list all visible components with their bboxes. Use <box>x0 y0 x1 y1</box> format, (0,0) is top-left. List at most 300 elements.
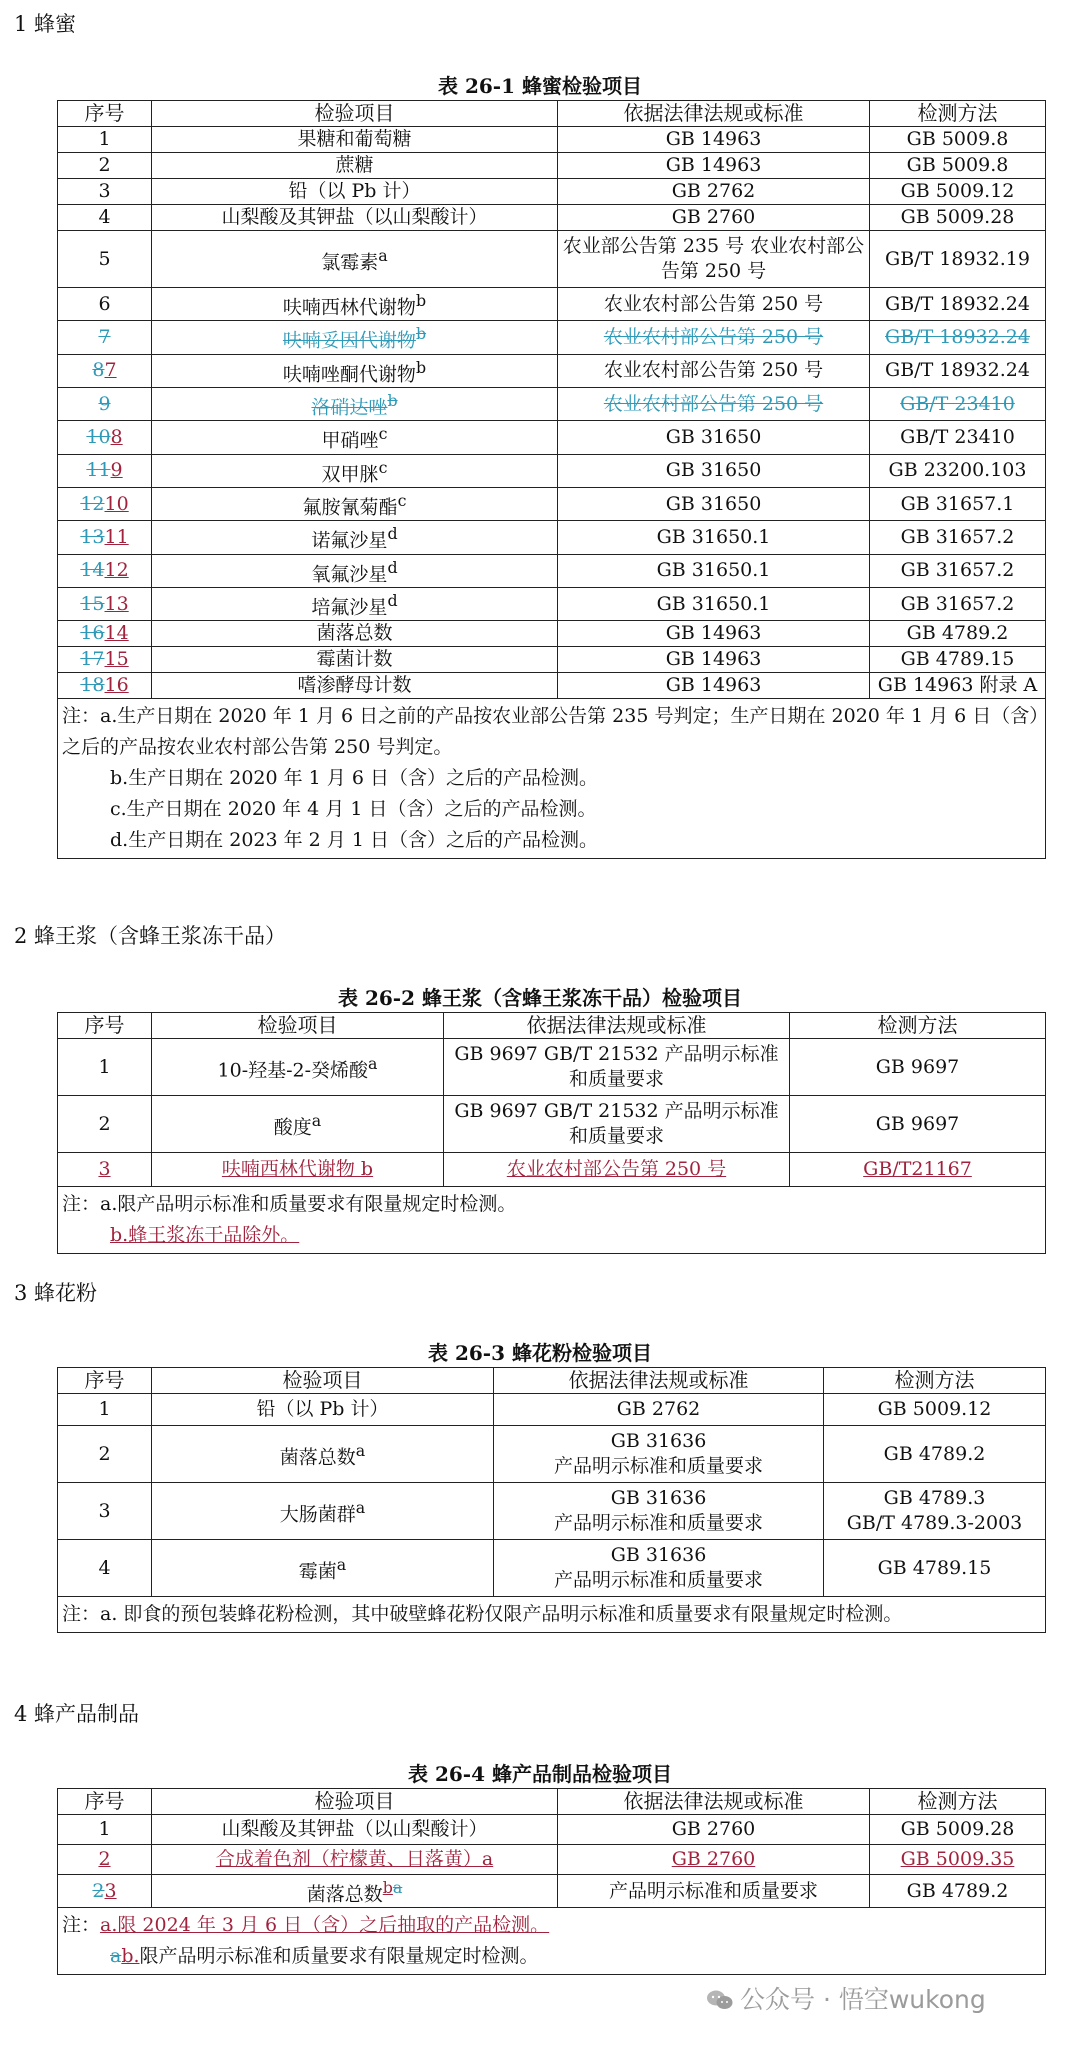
section-heading-bee-pollen: 3 蜂花粉 <box>14 1281 98 1305</box>
inserted-text: a.限 2024 年 3 月 6 日（含）之后抽取的产品检测。 <box>100 1914 550 1937</box>
table-row <box>58 1039 1046 1096</box>
method-cell <box>870 621 1046 647</box>
row-number-text: 2 <box>98 154 111 176</box>
row-number-text: 4 <box>98 206 111 228</box>
standard-text: 农业部公告第 235 号 农业农村部公告第 250 号 <box>562 235 865 282</box>
standard-text: GB 14963 <box>665 128 762 150</box>
deleted-text: 9 <box>98 392 111 415</box>
row-number: 2 <box>58 1426 152 1483</box>
item-cell <box>152 454 558 487</box>
item-text: 氧氟沙星 <box>311 562 388 585</box>
table-row <box>58 1875 1046 1908</box>
table-note <box>58 1908 1046 1975</box>
note-line <box>62 1220 1041 1251</box>
footnote-marker: a <box>311 1110 322 1130</box>
item-text: 嗜渗酵母计数 <box>297 674 412 697</box>
item-text: 10-羟基-2-癸烯酸 <box>217 1059 369 1082</box>
row-number <box>58 454 152 487</box>
item-text: 双甲脒 <box>321 462 379 485</box>
table-row <box>58 673 1046 699</box>
standard-cell <box>558 127 870 153</box>
method-cell: GB 5009.12 <box>824 1394 1046 1426</box>
inserted-text: 呋喃西林代谢物 b <box>221 1158 374 1180</box>
method-text: GB 31657.1 <box>900 492 1015 515</box>
standard-text: GB 31650 <box>665 459 762 482</box>
row-number <box>58 647 152 673</box>
table-row <box>58 354 1046 387</box>
method-text: GB 5009.12 <box>900 180 1015 202</box>
row-number <box>58 1845 152 1875</box>
standard-cell <box>558 621 870 647</box>
deleted-text: a <box>110 1945 122 1968</box>
row-number <box>58 127 152 153</box>
item-cell <box>152 1540 494 1597</box>
method-cell <box>870 354 1046 387</box>
inserted-text: 16 <box>104 674 129 697</box>
table-caption-26-2: 表 26-2 蜂王浆（含蜂王浆冻干品）检验项目 <box>338 986 742 1010</box>
item-cell <box>152 1875 558 1908</box>
footnote-marker: b <box>415 357 427 377</box>
method-text: GB 23200.103 <box>888 459 1027 482</box>
note-text: 限产品明示标准和质量要求有限量规定时检测。 <box>139 1945 539 1968</box>
method-text: GB 31657.2 <box>900 525 1015 548</box>
method-cell <box>870 1845 1046 1875</box>
table-row <box>58 647 1046 673</box>
table-row <box>58 1426 1046 1483</box>
table-26-4 <box>57 1788 1046 1975</box>
row-number <box>58 421 152 454</box>
method-text: GB 4789.15 <box>900 648 1015 671</box>
note-line <box>62 1941 1041 1972</box>
row-number <box>58 354 152 387</box>
table-row <box>58 1540 1046 1597</box>
table-row <box>58 487 1046 520</box>
method-cell <box>870 179 1046 205</box>
table-note <box>58 1187 1046 1254</box>
standard-cell <box>558 1845 870 1875</box>
standard-cell <box>558 673 870 699</box>
item-cell <box>152 621 558 647</box>
method-text: GB 5009.28 <box>900 206 1015 228</box>
watermark <box>706 1980 986 2016</box>
item-cell <box>152 421 558 454</box>
deleted-text: 2 <box>92 1879 105 1902</box>
inserted-text: 农业农村部公告第 250 号 <box>506 1158 727 1180</box>
standard-line: 产品明示标准和质量要求 <box>553 1512 763 1534</box>
table-row <box>58 421 1046 454</box>
deleted-text: 农业农村部公告第 250 号 <box>603 325 824 348</box>
method-cell <box>870 587 1046 620</box>
method-cell <box>870 153 1046 179</box>
header-cell: 检测方法 <box>790 1013 1046 1039</box>
standard-cell <box>558 321 870 354</box>
table-row-inserted <box>58 1153 1046 1187</box>
inserted-text: b.蜂王浆冻干品除外。 <box>110 1224 300 1246</box>
standard-cell: GB 2762 <box>494 1394 824 1426</box>
standard-cell <box>558 205 870 231</box>
table-row <box>58 1394 1046 1426</box>
standard-cell: GB 2760 <box>558 1815 870 1845</box>
inserted-text: GB 2760 <box>671 1848 756 1870</box>
item-text: 果糖和葡萄糖 <box>297 128 412 150</box>
header-cell: 检测方法 <box>870 1789 1046 1815</box>
deleted-text: 8 <box>92 359 105 382</box>
footnote-marker: c <box>397 490 407 510</box>
table-26-2 <box>57 1012 1046 1254</box>
table-row <box>58 127 1046 153</box>
standard-text: 农业农村部公告第 250 号 <box>603 292 824 315</box>
deleted-text: 呋喃妥因代谢物 <box>282 329 416 352</box>
table-26-3 <box>57 1367 1046 1633</box>
standard-cell <box>558 554 870 587</box>
standard-cell <box>558 647 870 673</box>
inserted-text: 12 <box>104 559 129 582</box>
table-26-1 <box>57 100 1046 859</box>
header-cell: 依据法律法规或标准 <box>558 1789 870 1815</box>
item-text: 酸度 <box>273 1116 312 1139</box>
item-cell <box>152 354 558 387</box>
standard-text: GB 2762 <box>671 180 756 202</box>
row-number: 3 <box>58 1483 152 1540</box>
standard-text: GB 14963 <box>665 154 762 176</box>
row-number: 1 <box>58 1394 152 1426</box>
method-cell <box>870 673 1046 699</box>
note-line: c.生产日期在 2020 年 4 月 1 日（含）之后的产品检测。 <box>110 798 597 821</box>
item-cell <box>152 587 558 620</box>
method-cell <box>870 647 1046 673</box>
item-cell <box>152 205 558 231</box>
deleted-text: a <box>392 1878 403 1897</box>
header-cell: 检验项目 <box>152 1368 494 1394</box>
standard-cell <box>558 454 870 487</box>
footnote-marker: a <box>368 1053 378 1073</box>
method-text: GB 31657.2 <box>900 559 1015 582</box>
inserted-text: 15 <box>104 648 129 671</box>
header-cell: 检验项目 <box>152 101 558 127</box>
footnote-marker: c <box>378 457 388 477</box>
footnote-marker: a <box>336 1554 347 1574</box>
standard-cell <box>494 1540 824 1597</box>
header-cell: 检验项目 <box>152 1013 444 1039</box>
deleted-text: 洛硝达唑 <box>311 396 388 419</box>
inserted-text: GB 5009.35 <box>900 1848 1015 1870</box>
standard-text: 农业农村部公告第 250 号 <box>603 359 824 382</box>
table-row <box>58 554 1046 587</box>
standard-cell <box>558 421 870 454</box>
method-text: GB/T 18932.24 <box>885 292 1030 315</box>
inserted-text: 8 <box>110 425 123 448</box>
item-cell <box>152 1845 558 1875</box>
method-text: GB 14963 附录 A <box>877 674 1038 697</box>
standard-line: 产品明示标准和质量要求 <box>553 1455 763 1477</box>
standard-cell <box>558 153 870 179</box>
item-cell <box>152 1039 444 1096</box>
row-number <box>58 487 152 520</box>
standard-cell <box>494 1483 824 1540</box>
method-line: GB/T 4789.3-2003 <box>846 1512 1023 1534</box>
header-cell: 序号 <box>58 1789 152 1815</box>
method-cell <box>870 205 1046 231</box>
row-number <box>58 521 152 554</box>
item-cell <box>152 127 558 153</box>
item-text: 蔗糖 <box>335 154 374 176</box>
method-cell <box>870 321 1046 354</box>
standard-line: GB 31636 <box>610 1487 707 1509</box>
item-cell <box>152 153 558 179</box>
item-cell <box>152 1096 444 1153</box>
standard-line: GB 31636 <box>610 1544 707 1566</box>
row-number <box>58 673 152 699</box>
row-number-text: 5 <box>98 247 111 270</box>
inserted-text: GB/T21167 <box>863 1158 972 1180</box>
deleted-text: 11 <box>86 459 111 482</box>
section-heading-bee-products: 4 蜂产品制品 <box>14 1702 140 1726</box>
method-cell <box>870 288 1046 321</box>
footnote-marker: a <box>355 1440 366 1460</box>
standard-text: GB 31650 <box>665 425 762 448</box>
inserted-text: 13 <box>104 592 129 615</box>
table-caption-26-1: 表 26-1 蜂蜜检验项目 <box>438 74 642 98</box>
header-cell: 序号 <box>58 1368 152 1394</box>
header-cell: 检测方法 <box>870 101 1046 127</box>
row-number <box>58 1875 152 1908</box>
item-text: 呋喃西林代谢物 <box>282 296 416 319</box>
method-text: GB 31657.2 <box>900 592 1015 615</box>
standard-text: GB 31650.1 <box>656 592 771 615</box>
row-number <box>58 554 152 587</box>
footnote-marker: a <box>355 1497 366 1517</box>
item-text: 氟胺氰菊酯 <box>302 496 398 519</box>
inserted-text: 11 <box>104 525 129 548</box>
table-row-inserted <box>58 1845 1046 1875</box>
table-caption-26-4: 表 26-4 蜂产品制品检验项目 <box>408 1762 672 1786</box>
row-number-text: 6 <box>98 292 111 315</box>
standard-cell <box>558 288 870 321</box>
deleted-text: 10 <box>86 425 111 448</box>
table-row <box>58 231 1046 288</box>
standard-text: GB 31650 <box>665 492 762 515</box>
header-cell: 依据法律法规或标准 <box>558 101 870 127</box>
footnote-marker: b <box>415 324 427 344</box>
row-number <box>58 1153 152 1187</box>
item-cell <box>152 673 558 699</box>
standard-line: GB 31636 <box>610 1430 707 1452</box>
footnote-marker: d <box>387 524 398 544</box>
note-line: 注：a. 即食的预包装蜂花粉检测，其中破壁蜂花粉仅限产品明示标准和质量要求有限量规定时检测。 <box>62 1603 903 1625</box>
deleted-text: 农业农村部公告第 250 号 <box>603 392 824 415</box>
table-header-row <box>58 101 1046 127</box>
footnote-marker: a <box>378 245 388 265</box>
table-row <box>58 1096 1046 1153</box>
standard-text: GB 31650.1 <box>656 525 771 548</box>
method-text: GB/T 23410 <box>900 425 1015 448</box>
table-row <box>58 1815 1046 1845</box>
method-cell: GB 4789.2 <box>824 1426 1046 1483</box>
table-row <box>58 521 1046 554</box>
deleted-text: GB/T 18932.24 <box>885 325 1030 348</box>
item-cell <box>152 521 558 554</box>
method-cell: GB 4789.15 <box>824 1540 1046 1597</box>
item-cell <box>152 1483 494 1540</box>
table-note <box>58 1597 1046 1633</box>
standard-text: GB 14963 <box>665 674 762 697</box>
item-cell <box>152 554 558 587</box>
inserted-text: 9 <box>110 459 123 482</box>
deleted-text: GB/T 23410 <box>900 392 1015 415</box>
table-row <box>58 1483 1046 1540</box>
row-number <box>58 179 152 205</box>
item-text: 霉菌 <box>298 1560 337 1583</box>
method-cell: GB 9697 <box>790 1096 1046 1153</box>
note-line <box>62 1910 1041 1941</box>
item-text: 诺氟沙星 <box>311 529 388 552</box>
inserted-text: 3 <box>98 1158 111 1180</box>
method-text: GB 4789.2 <box>906 622 1009 645</box>
item-text: 山梨酸及其钾盐（以山梨酸计） <box>221 206 488 228</box>
header-cell: 序号 <box>58 101 152 127</box>
row-number-text: 3 <box>98 180 111 202</box>
deleted-text: 18 <box>80 674 105 697</box>
method-cell <box>870 421 1046 454</box>
table-row <box>58 205 1046 231</box>
deleted-text: 16 <box>80 622 105 645</box>
standard-cell <box>558 521 870 554</box>
row-number <box>58 231 152 288</box>
table-row <box>58 288 1046 321</box>
item-cell <box>152 1153 444 1187</box>
method-cell: GB 5009.28 <box>870 1815 1046 1845</box>
inserted-text: 合成着色剂（柠檬黄、日落黄）a <box>215 1848 494 1870</box>
standard-text: GB 31650.1 <box>656 559 771 582</box>
standard-cell: 产品明示标准和质量要求 <box>558 1875 870 1908</box>
deleted-text: 17 <box>80 648 105 671</box>
header-cell: 依据法律法规或标准 <box>444 1013 790 1039</box>
row-number <box>58 205 152 231</box>
item-cell <box>152 288 558 321</box>
method-cell <box>824 1483 1046 1540</box>
table-header-row <box>58 1789 1046 1815</box>
footnote-marker: d <box>387 557 398 577</box>
table-row-deleted <box>58 387 1046 420</box>
standard-cell <box>444 1153 790 1187</box>
method-text: GB/T 18932.19 <box>885 247 1030 270</box>
standard-text: GB 14963 <box>665 648 762 671</box>
method-cell <box>870 454 1046 487</box>
item-text: 霉菌计数 <box>316 648 393 671</box>
footnote-marker: b <box>387 390 398 410</box>
table-row <box>58 153 1046 179</box>
item-cell <box>152 487 558 520</box>
standard-text: GB 14963 <box>665 622 762 645</box>
table-row-deleted <box>58 321 1046 354</box>
note-line: d.生产日期在 2023 年 2 月 1 日（含）之后的产品检测。 <box>110 829 598 852</box>
method-cell <box>870 231 1046 288</box>
standard-cell <box>558 387 870 420</box>
standard-line: 产品明示标准和质量要求 <box>553 1569 763 1591</box>
standard-cell <box>558 179 870 205</box>
method-cell: GB 9697 <box>790 1039 1046 1096</box>
item-text: 菌落总数 <box>316 622 393 645</box>
item-text: 甲硝唑 <box>321 429 379 452</box>
standard-cell <box>558 587 870 620</box>
standard-cell <box>558 231 870 288</box>
item-text: 铅（以 Pb 计） <box>288 180 421 202</box>
row-number <box>58 621 152 647</box>
row-number: 2 <box>58 1096 152 1153</box>
table-header-row <box>58 1013 1046 1039</box>
item-text: 呋喃唑酮代谢物 <box>282 362 416 385</box>
row-number <box>58 321 152 354</box>
row-number <box>58 587 152 620</box>
footnote-marker: b <box>415 291 427 310</box>
table-row <box>58 587 1046 620</box>
method-cell <box>790 1153 1046 1187</box>
item-text: 氯霉素 <box>321 251 379 274</box>
inserted-text: 3 <box>104 1879 117 1902</box>
inserted-text: 7 <box>104 359 117 382</box>
footnote-marker: d <box>387 590 398 610</box>
note-line: 注：a.生产日期在 2020 年 1 月 6 日之前的产品按农业部公告第 235 号判定；生产日期在 2020 年 1 月 6 日（含）之后的产品按农业农村部公告第 250 号判定。 <box>62 705 1039 759</box>
method-text: GB 5009.8 <box>906 128 1009 150</box>
table-row <box>58 179 1046 205</box>
item-text: 大肠菌群 <box>279 1503 356 1526</box>
deleted-text: 7 <box>98 325 111 348</box>
row-number <box>58 387 152 420</box>
item-cell <box>152 387 558 420</box>
deleted-text: 13 <box>80 525 105 548</box>
item-cell <box>152 1426 494 1483</box>
inserted-text: 10 <box>104 492 129 515</box>
item-cell: 山梨酸及其钾盐（以山梨酸计） <box>152 1815 558 1845</box>
inserted-text: 2 <box>98 1848 111 1870</box>
row-number-text: 1 <box>98 128 111 150</box>
item-text: 菌落总数 <box>306 1883 383 1906</box>
table-caption-26-3: 表 26-3 蜂花粉检验项目 <box>428 1341 652 1365</box>
standard-cell: GB 9697 GB/T 21532 产品明示标准和质量要求 <box>444 1039 790 1096</box>
watermark-text: 公众号 · 悟空wukong <box>740 1985 986 2014</box>
table-row <box>58 621 1046 647</box>
standard-cell <box>494 1426 824 1483</box>
item-cell: 铅（以 Pb 计） <box>152 1394 494 1426</box>
deleted-text: 14 <box>80 559 105 582</box>
deleted-text: 12 <box>80 492 105 515</box>
standard-cell <box>558 354 870 387</box>
table-note <box>58 699 1046 859</box>
inserted-text: b <box>382 1878 393 1897</box>
row-number: 1 <box>58 1039 152 1096</box>
item-cell <box>152 231 558 288</box>
method-cell <box>870 521 1046 554</box>
item-text: 菌落总数 <box>279 1446 356 1469</box>
note-prefix: 注： <box>62 1914 101 1937</box>
inserted-text: b. <box>121 1945 140 1968</box>
item-cell <box>152 321 558 354</box>
method-text: GB/T 18932.24 <box>885 359 1030 382</box>
table-header-row <box>58 1368 1046 1394</box>
item-cell <box>152 179 558 205</box>
header-cell: 序号 <box>58 1013 152 1039</box>
row-number <box>58 153 152 179</box>
note-line: b.生产日期在 2020 年 1 月 6 日（含）之后的产品检测。 <box>110 767 598 790</box>
method-text: GB 5009.8 <box>906 154 1009 176</box>
method-cell <box>870 487 1046 520</box>
row-number: 1 <box>58 1815 152 1845</box>
note-line: 注：a.限产品明示标准和质量要求有限量规定时检测。 <box>62 1193 517 1215</box>
method-cell <box>870 387 1046 420</box>
inserted-text: 14 <box>104 622 129 645</box>
section-heading-royal-jelly: 2 蜂王浆（含蜂王浆冻干品） <box>14 924 287 948</box>
header-cell: 检验项目 <box>152 1789 558 1815</box>
